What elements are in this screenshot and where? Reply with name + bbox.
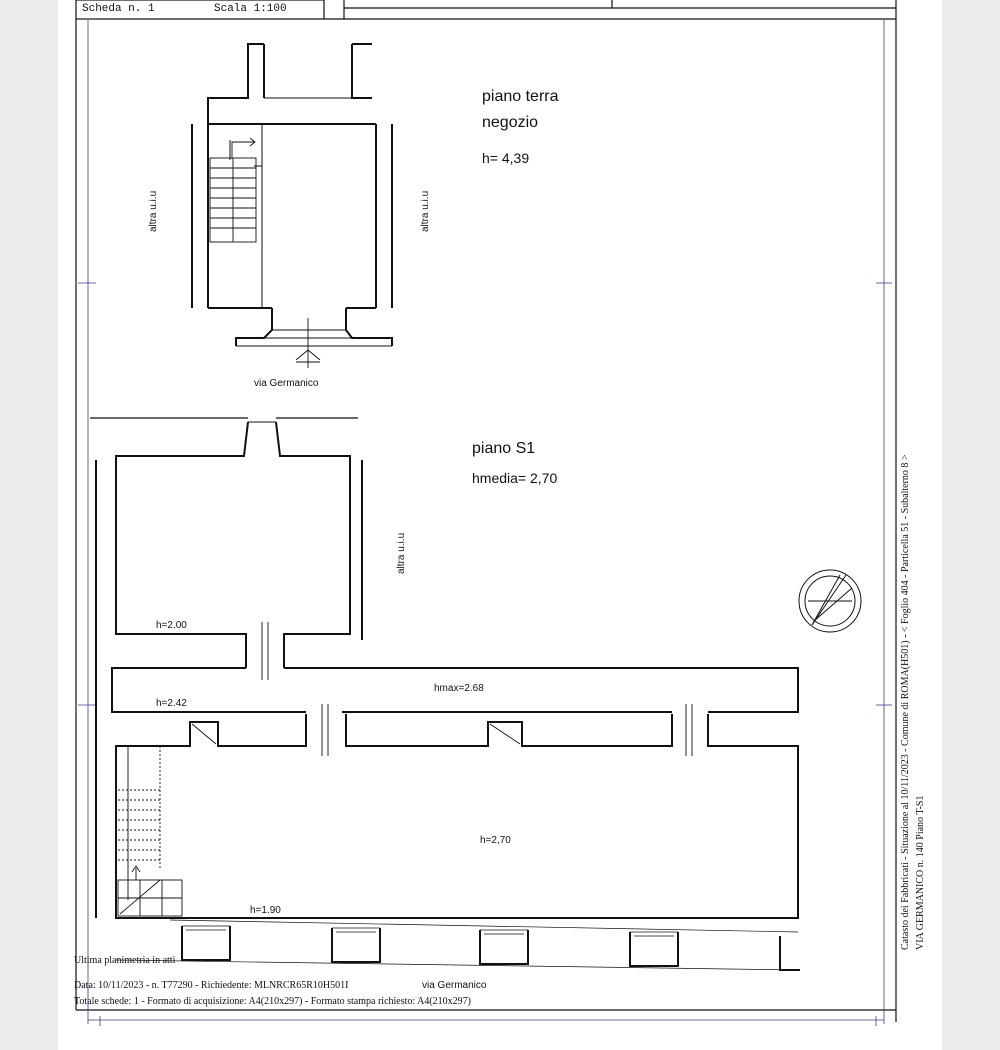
- cadastre-side-text: Catasto dei Fabbricati - Situazione al 10/11/2023 - Comune di ROMA(H501) - < Foglio 404 - Particella 51 - Subalterno 8 >: [900, 454, 911, 950]
- left-neighbor-label: altra u.i.u: [148, 190, 159, 232]
- ground-street-label: via Germanico: [254, 378, 319, 389]
- basement-height: hmedia= 2,70: [472, 470, 558, 486]
- ground-floor-stairs: [210, 138, 256, 242]
- footer-request: Data: 10/11/2023 - n. T77290 - Richiedente: MLNRCR65R10H501I: [74, 980, 349, 991]
- basement-windows: [182, 926, 800, 970]
- basement-street-label: via Germanico: [422, 980, 487, 991]
- height-label-4: h=1.90: [250, 905, 281, 916]
- ground-floor-plan: [192, 44, 392, 346]
- basement-plan: [90, 418, 798, 918]
- outer-frame: [78, 20, 892, 1026]
- ground-floor-title: piano terra: [482, 88, 559, 105]
- scale-label: Scala 1:100: [214, 3, 287, 15]
- height-label-2: h=2.42: [156, 698, 187, 709]
- height-label-max: hmax=2.68: [434, 683, 484, 694]
- basement-title: piano S1: [472, 440, 536, 457]
- entrance-arrow-icon: [296, 318, 320, 368]
- height-label-1: h=2.00: [156, 620, 187, 631]
- footer-format: Totale schede: 1 - Formato di acquisizione: A4(210x297) - Formato stampa richiesto: A4(210x297): [74, 996, 471, 1007]
- north-arrow-icon: [799, 570, 861, 632]
- sheet-number: Scheda n. 1: [82, 3, 155, 15]
- basement-neighbor-label: altra u.i.u: [396, 532, 407, 574]
- height-label-3: h=2,70: [480, 835, 511, 846]
- ground-floor-use: negozio: [482, 114, 539, 131]
- ground-floor-height: h= 4,39: [482, 150, 530, 166]
- right-neighbor-label: altra u.i.u: [420, 190, 431, 232]
- address-side-text: VIA GERMANICO n. 140 Piano T-S1: [915, 795, 926, 950]
- footer-last-plan: Ultima planimetria in atti: [74, 955, 176, 966]
